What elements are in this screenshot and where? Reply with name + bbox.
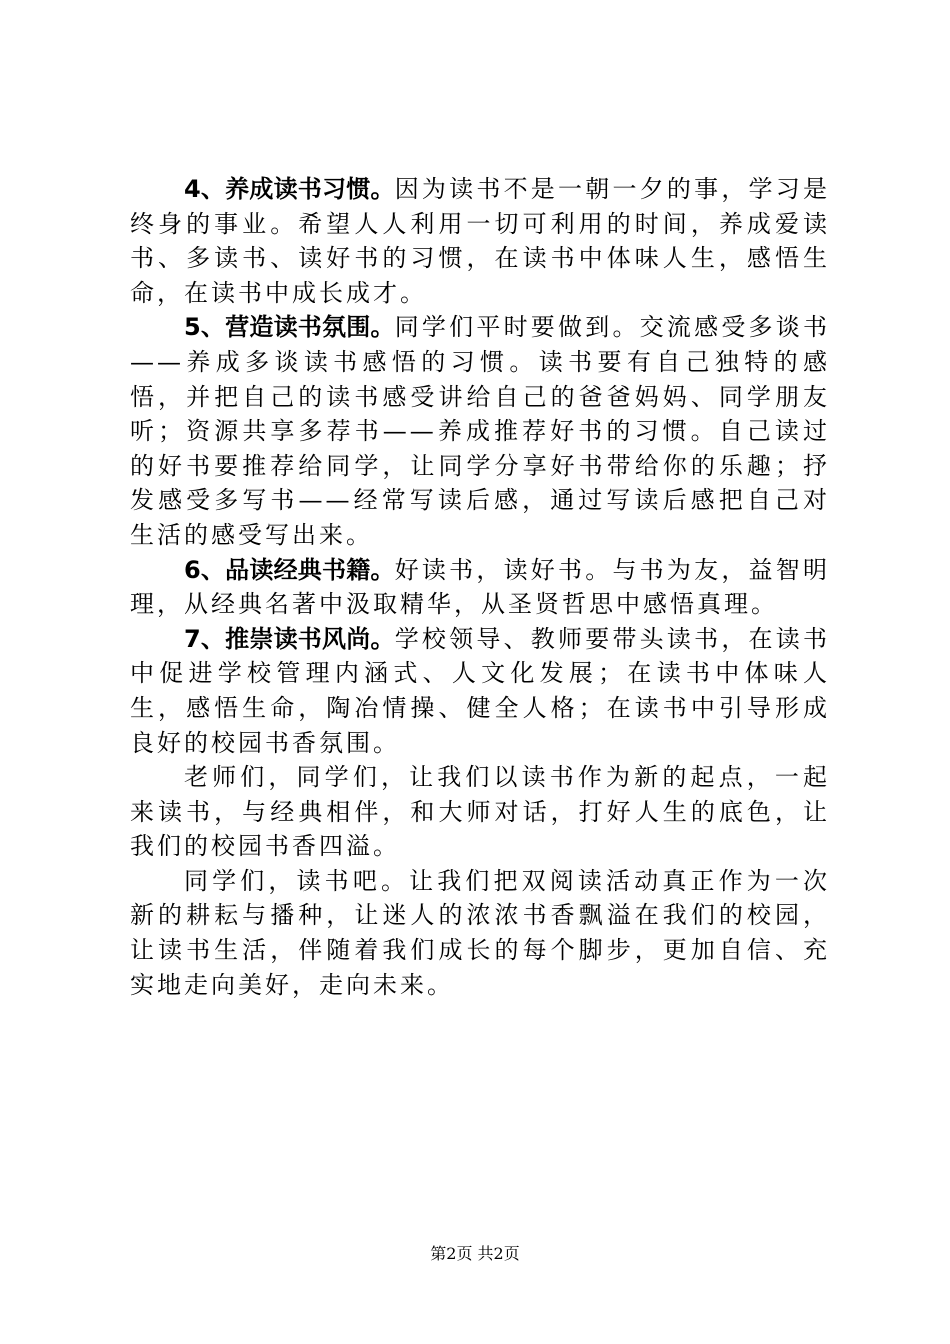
paragraph-habit [130, 172, 830, 310]
paragraph-text: 同学们平时要做到。交流感受多谈书——养成多谈读书感悟的习惯。读书要有自己独特的感悟，并把自己的读书感受讲给自己的爸爸妈妈、同学朋友听；资源共享多荐书——养成推荐好书的习惯。自己读过的好书要推荐给同学，让同学分享好书带给你的乐趣；抒发感受多写书——经常写读后感，通过写读后感把自己对生活的感受写出来。 [130, 313, 830, 549]
paragraph-text: 同学们，读书吧。让我们把双阅读活动真正作为一次新的耕耘与播种，让迷人的浓浓书香飘溢在我们的校园，让读书生活，伴随着我们成长的每个脚步，更加自信、充实地走向美好，走向未来。 [130, 866, 830, 999]
paragraph-text: 好读书，读好书。与书为友，益智明理，从经典名著中汲取精华，从圣贤哲思中感悟真理。 [130, 555, 830, 619]
paragraph-classics [130, 553, 830, 622]
paragraph-text: 因为读书不是一朝一夕的事，学习是终身的事业。希望人人利用一切可利用的时间，养成爱读书、多读书、读好书的习惯，在读书中体味人生，感悟生命，在读书中成长成才。 [130, 175, 830, 307]
paragraph-heading: 5、营造读书氛围。 [184, 313, 395, 342]
page-footer: 第2页 共2页 [430, 1244, 520, 1263]
paragraph-heading: 7、推崇读书风尚。 [184, 624, 395, 653]
paragraph-teachers [130, 760, 830, 864]
paragraph-closing [130, 864, 830, 1002]
paragraph-heading: 4、养成读书习惯。 [184, 175, 395, 203]
paragraph-heading: 6、品读经典书籍。 [184, 555, 395, 584]
document-body [130, 172, 830, 1002]
paragraph-text: 老师们，同学们，让我们以读书作为新的起点，一起来读书，与经典相伴，和大师对话，打好人生的底色，让我们的校园书香四溢。 [130, 763, 830, 861]
paragraph-ethos [130, 622, 830, 760]
paragraph-text: 学校领导、教师要带头读书，在读书中促进学校管理内涵式、人文化发展；在读书中体味人生，感悟生命，陶冶情操、健全人格；在读书中引导形成良好的校园书香氛围。 [130, 624, 830, 757]
paragraph-atmosphere [130, 310, 830, 552]
